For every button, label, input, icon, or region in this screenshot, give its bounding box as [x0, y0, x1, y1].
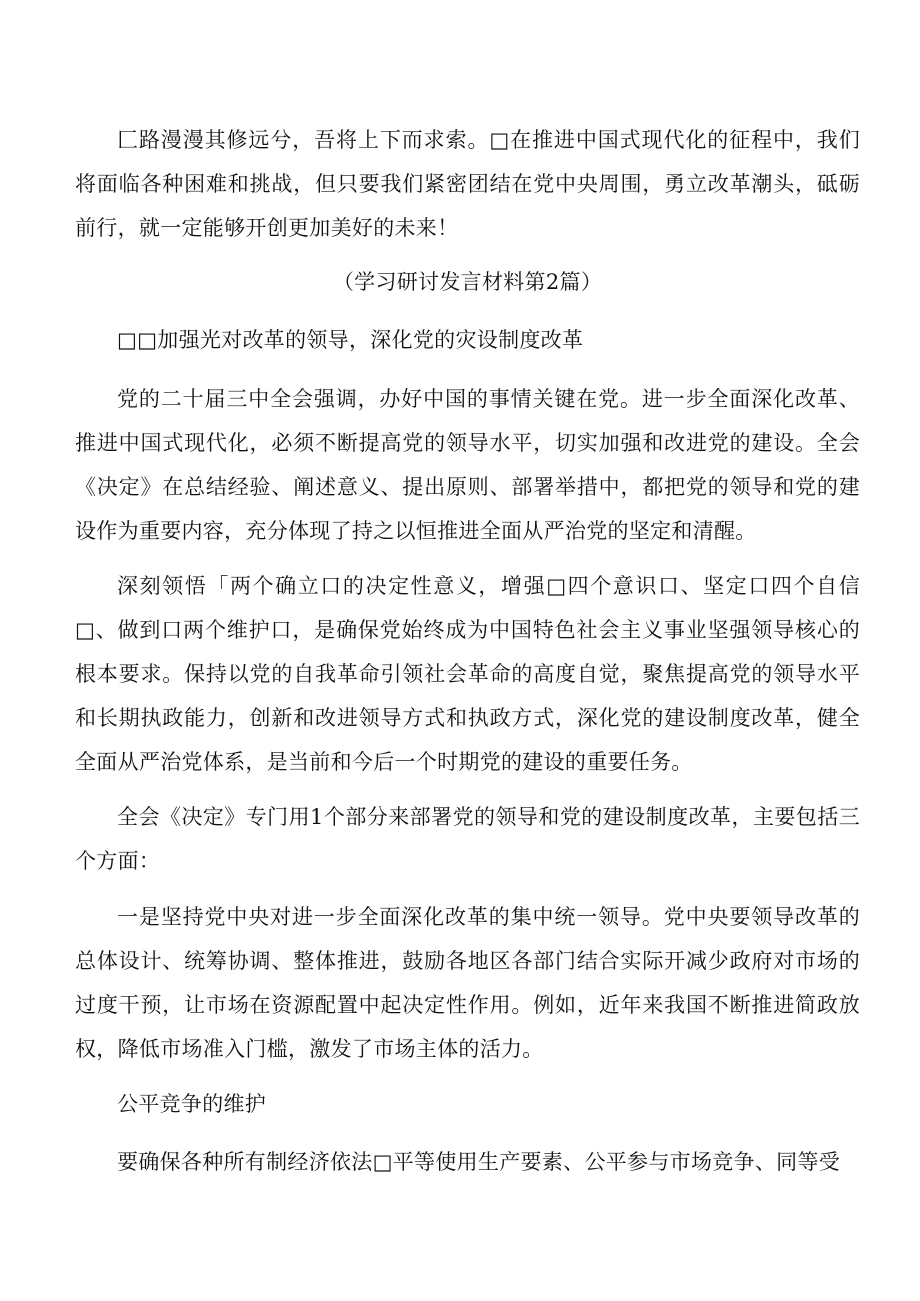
paragraph-3: 深刻领悟「两个确立口的决定性意义，增强□四个意识口、坚定口四个自信□、做到口两个维护口，是确保党始终成为中国特色社会主义事业坚强领导核心的根本要求。保持以党的自我革命引领社会革命的高度自觉，聚焦提高党的领导水平和长期执政能力，创新和改进领导方式和执政方式，深化党的建设制度改革，健全全面从严治党体系，是当前和今后一个时期党的建设的重要任务。	[75, 574, 860, 774]
paragraph-7: 要确保各种所有制经济依法□平等使用生产要素、公平参与市场竞争、同等受	[117, 1150, 841, 1174]
section-title: （学习研讨发言材料第2篇）	[332, 270, 603, 294]
paragraph-1: 匚路漫漫其修远兮，吾将上下而求索。□在推进中国式现代化的征程中，我们将面临各种困难和挑战，但只要我们紧密团结在党中央周围，勇立改革潮头，砥砺前行，就一定能够开创更加美好的未来！	[75, 128, 860, 240]
paragraph-2: 党的二十届三中全会强调，办好中国的事情关键在党。进一步全面深化改革、推进中国式现代化，必须不断提高党的领导水平，切实加强和改进党的建设。全会《决定》在总结经验、阐述意义、提出原则、部署举措中，都把党的领导和党的建设作为重要内容，充分体现了持之以恒推进全面从严治党的坚定和清醒。	[75, 387, 860, 543]
section-heading: □□加强光对改革的领导，深化党的灾设制度改革	[117, 328, 584, 352]
paragraph-5: 一是坚持党中央对进一步全面深化改革的集中统一领导。党中央要领导改革的总体设计、统筹协调、整体推进，鼓励各地区各部门结合实际开减少政府对市场的过度干预，让市场在资源配置中起决定性作用。例如，近年来我国不断推进简政放权，降低市场准入门槛，激发了市场主体的活力。	[75, 905, 860, 1061]
subheading: 公平竞争的维护	[117, 1092, 267, 1116]
paragraph-4: 全会《决定》专门用1个部分来部署党的领导和党的建设制度改革，主要包括三个方面：	[75, 805, 860, 873]
